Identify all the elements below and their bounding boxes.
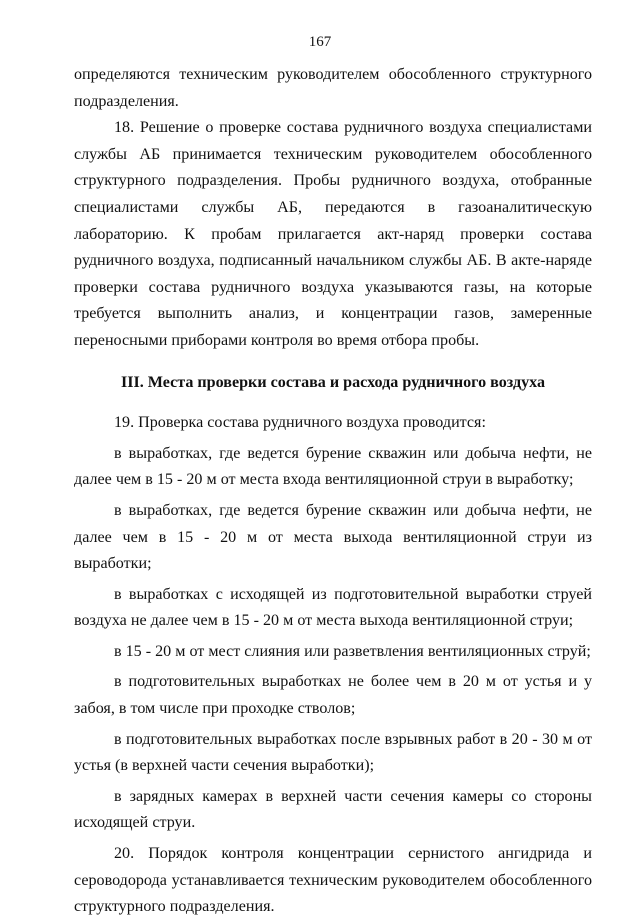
paragraph-20: 20. Порядок контроля концентрации сернистого ангидрида и сероводорода устанавливается техническим руководителем обособленного структурного подразделения. [74, 845, 592, 916]
list-item: в 15 - 20 м от мест слияния или разветвления вентиляционных струй; [114, 642, 591, 660]
page-number: 167 [308, 34, 332, 50]
paragraph-19: 19. Проверка состава рудничного воздуха проводится: [114, 414, 486, 432]
list-item: в подготовительных выработках не более чем в 20 м от устья и у забоя, в том числе при проходке стволов; [74, 673, 592, 718]
list-item: в выработках, где ведется бурение скважин или добыча нефти, не далее чем в 15 - 20 м от места входа вентиляционной струи в выработку; [74, 444, 592, 489]
document-body [74, 62, 592, 921]
paragraph-18: 18. Решение о проверке состава рудничного воздуха специалистами службы АБ принимается техническим руководителем обособленного структурного подразделения. Пробы рудничного воздуха, отобранные специалистами службы АБ, передаются в газоаналитическую лабораторию. К пробам прилагается акт-наряд проверки состава рудничного воздуха, подписанный начальником службы АБ. В акте-наряде проверки состава рудничного воздуха указываются газы, на которые требуется выполнить анализ, и концентрации газов, замеренные переносными приборами контроля во время отбора пробы. [74, 119, 592, 349]
list-item: в подготовительных выработках после взрывных работ в 20 - 30 м от устья (в верхней части сечения выработки); [74, 730, 592, 775]
list-item: в выработках, где ведется бурение скважин или добыча нефти, не далее чем в 15 - 20 м от места выхода вентиляционной струи из выработки; [74, 501, 592, 573]
paragraph-continuation: определяются техническим руководителем обособленного структурного подразделения. [74, 66, 592, 110]
section-heading: III. Места проверки состава и расхода рудничного воздуха [120, 373, 546, 391]
list-item: в выработках с исходящей из подготовительной выработки струей воздуха не далее чем в 15 - 20 м от места выхода вентиляционной струи; [74, 585, 592, 630]
list-item: в зарядных камерах в верхней части сечения камеры со стороны исходящей струи. [74, 787, 592, 832]
